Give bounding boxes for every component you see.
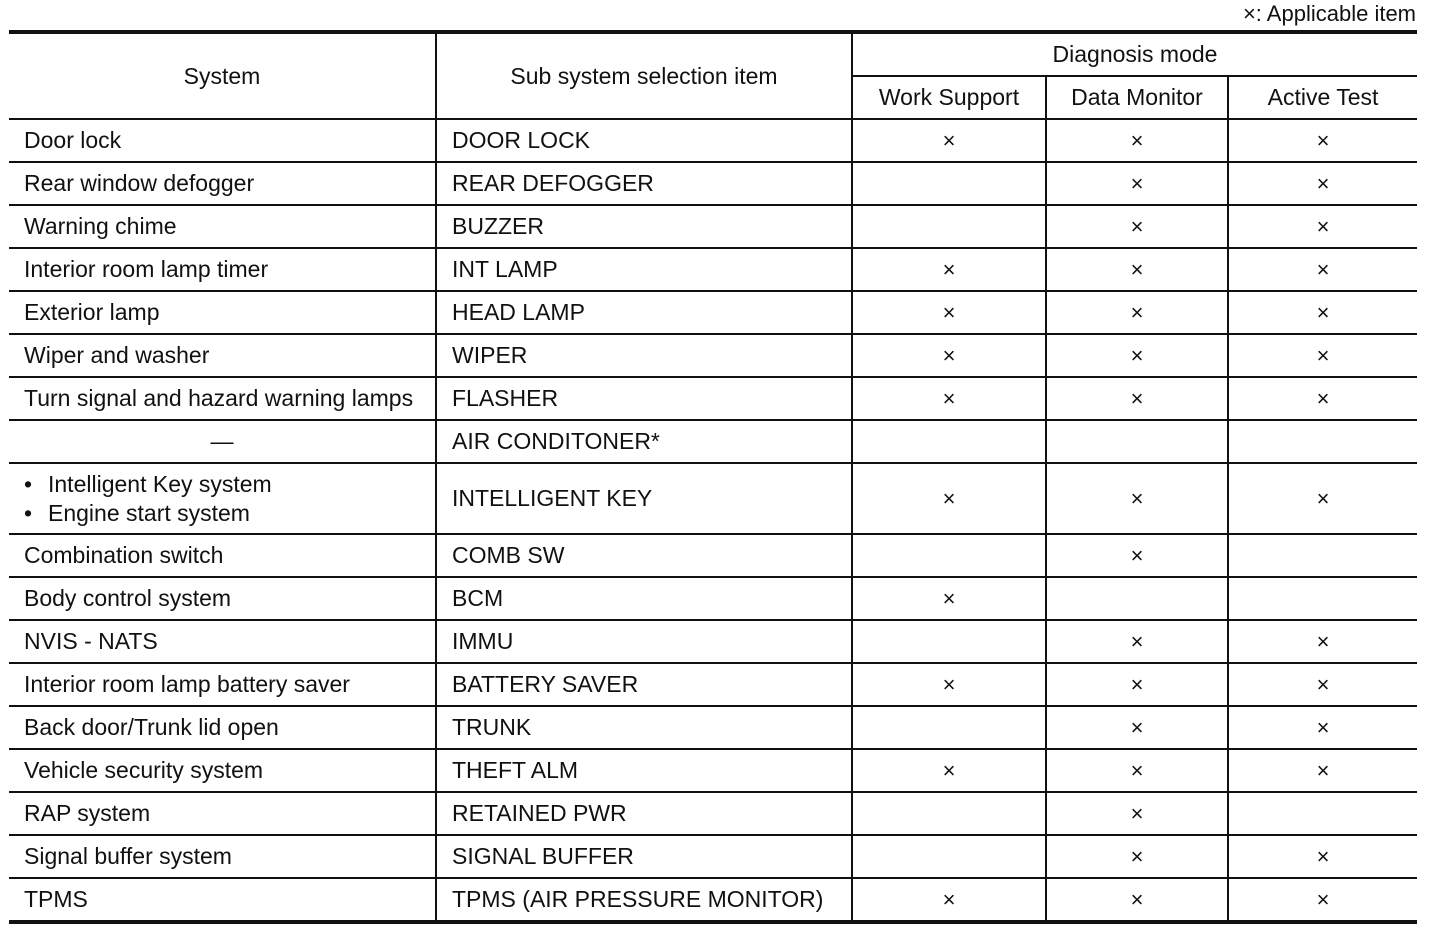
sub-system-cell: AIR CONDITONER* [436,420,852,463]
active-test-cell: × [1228,119,1417,162]
active-test-cell: × [1228,377,1417,420]
data-monitor-cell: × [1046,205,1228,248]
data-monitor-cell: × [1046,119,1228,162]
work-support-cell: × [852,334,1046,377]
active-test-cell: × [1228,706,1417,749]
active-test-cell [1228,792,1417,835]
diagnosis-table [9,30,1417,924]
work-support-cell: × [852,377,1046,420]
system-cell: Rear window defogger [9,162,436,205]
table-body [9,119,1417,922]
data-monitor-cell: × [1046,749,1228,792]
system-cell: Door lock [9,119,436,162]
system-cell: Signal buffer system [9,835,436,878]
data-monitor-cell [1046,420,1228,463]
sub-system-cell: INTELLIGENT KEY [436,463,852,534]
work-support-cell [852,420,1046,463]
active-test-cell: × [1228,205,1417,248]
legend-note: ×: Applicable item [1242,1,1416,26]
system-cell: Vehicle security system [9,749,436,792]
active-test-cell: × [1228,835,1417,878]
system-cell: RAP system [9,792,436,835]
table-row [9,205,1417,248]
work-support-cell [852,620,1046,663]
data-monitor-cell: × [1046,792,1228,835]
system-bullet-item: • Engine start system [24,499,435,528]
active-test-cell: × [1228,620,1417,663]
table-row [9,119,1417,162]
table-row [9,291,1417,334]
data-monitor-cell: × [1046,835,1228,878]
table-row [9,334,1417,377]
sub-system-cell: HEAD LAMP [436,291,852,334]
system-cell: Interior room lamp battery saver [9,663,436,706]
work-support-cell: × [852,749,1046,792]
active-test-cell: × [1228,162,1417,205]
sub-system-cell: TRUNK [436,706,852,749]
active-test-cell [1228,420,1417,463]
system-cell: Back door/Trunk lid open [9,706,436,749]
data-monitor-cell: × [1046,878,1228,922]
system-cell: TPMS [9,878,436,922]
data-monitor-cell: × [1046,162,1228,205]
system-cell: NVIS - NATS [9,620,436,663]
active-test-cell: × [1228,291,1417,334]
table-row [9,420,1417,463]
system-cell: Combination switch [9,534,436,577]
table-row [9,534,1417,577]
table-row [9,620,1417,663]
table-row [9,577,1417,620]
work-support-cell: × [852,291,1046,334]
active-test-cell: × [1228,878,1417,922]
data-monitor-cell: × [1046,248,1228,291]
sub-system-cell: TPMS (AIR PRESSURE MONITOR) [436,878,852,922]
table-row [9,749,1417,792]
system-cell: Turn signal and hazard warning lamps [9,377,436,420]
active-test-cell: × [1228,248,1417,291]
active-test-cell: × [1228,463,1417,534]
data-monitor-cell: × [1046,706,1228,749]
table-row [9,792,1417,835]
work-support-cell: × [852,577,1046,620]
header-work-support: Work Support [852,76,1046,119]
table-row [9,663,1417,706]
table-row [9,835,1417,878]
data-monitor-cell: × [1046,620,1228,663]
system-cell: — [9,420,436,463]
sub-system-cell: INT LAMP [436,248,852,291]
sub-system-cell: FLASHER [436,377,852,420]
sub-system-cell: THEFT ALM [436,749,852,792]
data-monitor-cell: × [1046,334,1228,377]
sub-system-cell: REAR DEFOGGER [436,162,852,205]
header-data-monitor: Data Monitor [1046,76,1228,119]
system-cell: Exterior lamp [9,291,436,334]
system-bullet-item: • Intelligent Key system [24,470,435,499]
active-test-cell [1228,534,1417,577]
header-system: System [9,32,436,119]
sub-system-cell: IMMU [436,620,852,663]
table-row [9,706,1417,749]
data-monitor-cell: × [1046,291,1228,334]
data-monitor-cell: × [1046,663,1228,706]
system-cell: Interior room lamp timer [9,248,436,291]
sub-system-cell: RETAINED PWR [436,792,852,835]
sub-system-cell: BUZZER [436,205,852,248]
sub-system-cell: BCM [436,577,852,620]
sub-system-cell: SIGNAL BUFFER [436,835,852,878]
work-support-cell [852,205,1046,248]
sub-system-cell: COMB SW [436,534,852,577]
system-cell: Warning chime [9,205,436,248]
system-bullet-list [24,470,435,528]
data-monitor-cell [1046,577,1228,620]
sub-system-cell: WIPER [436,334,852,377]
header-active-test: Active Test [1228,76,1417,119]
work-support-cell: × [852,463,1046,534]
work-support-cell: × [852,663,1046,706]
work-support-cell [852,835,1046,878]
sub-system-cell: BATTERY SAVER [436,663,852,706]
sub-system-cell: DOOR LOCK [436,119,852,162]
data-monitor-cell: × [1046,534,1228,577]
system-cell [9,463,436,534]
header-sub-system: Sub system selection item [436,32,852,119]
active-test-cell: × [1228,334,1417,377]
work-support-cell: × [852,248,1046,291]
header-diagnosis-mode: Diagnosis mode [852,32,1417,76]
table-row [9,248,1417,291]
work-support-cell: × [852,878,1046,922]
active-test-cell: × [1228,663,1417,706]
table-row [9,162,1417,205]
table-row [9,878,1417,922]
work-support-cell [852,792,1046,835]
system-cell: Body control system [9,577,436,620]
data-monitor-cell: × [1046,463,1228,534]
system-cell: Wiper and washer [9,334,436,377]
work-support-cell [852,162,1046,205]
table-row [9,377,1417,420]
work-support-cell [852,534,1046,577]
data-monitor-cell: × [1046,377,1228,420]
work-support-cell [852,706,1046,749]
table-row [9,463,1417,534]
work-support-cell: × [852,119,1046,162]
active-test-cell [1228,577,1417,620]
active-test-cell: × [1228,749,1417,792]
